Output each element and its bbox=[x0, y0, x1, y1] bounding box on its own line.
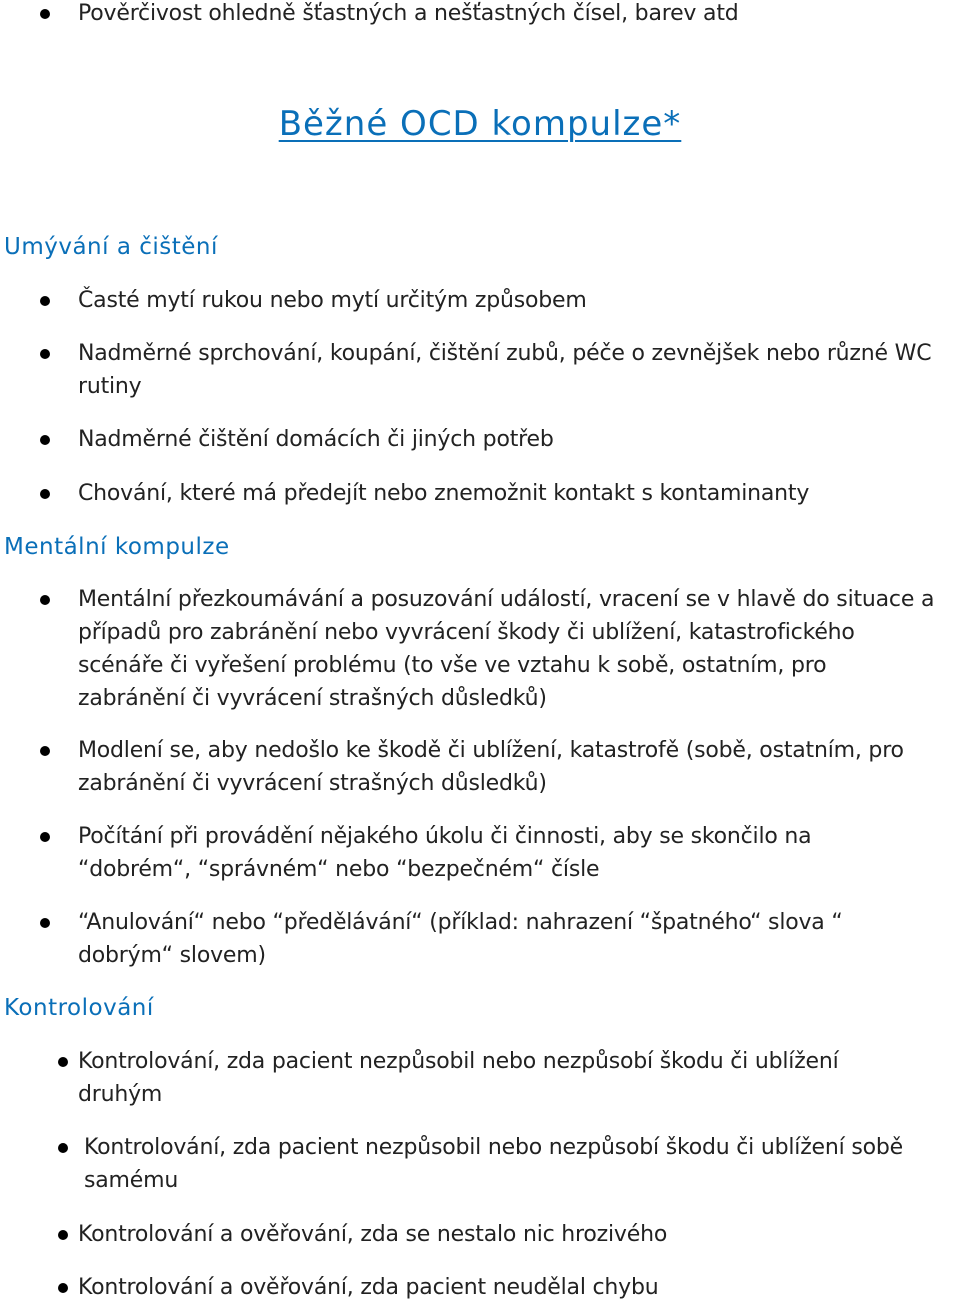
bullet-icon bbox=[40, 918, 50, 928]
section-heading-washing: Umývání a čištění bbox=[4, 234, 218, 260]
list-item-text: Kontrolování a ověřování, zda pacient neudělal chybu bbox=[78, 1275, 659, 1300]
list-item-text: “Anulování“ nebo “předělávání“ (příklad: nahrazení “špatného“ slova “ dobrým“ slovem) bbox=[78, 910, 843, 968]
list-item-text: Kontrolování, zda pacient nezpůsobil nebo nezpůsobí škodu či ublížení druhým bbox=[78, 1049, 839, 1107]
list-item bbox=[40, 906, 940, 972]
bullet-icon bbox=[40, 9, 50, 19]
bullet-icon bbox=[40, 489, 50, 499]
bullet-icon bbox=[58, 1230, 68, 1240]
list-item bbox=[58, 1271, 938, 1304]
list-item bbox=[40, 820, 920, 886]
list-item bbox=[40, 583, 940, 715]
list-item bbox=[58, 1131, 928, 1197]
list-item bbox=[40, 477, 940, 510]
list-item-text: Mentální přezkoumávání a posuzování událostí, vracení se v hlavě do situace a případů pro zabránění nebo vyvrácení škody či ublížení, katastrofického scénáře či vyřešení problému (to vše ve vztahu k sobě, ostatním, pro zabránění či vyvrácení strašných důsledků) bbox=[78, 587, 935, 711]
page-title bbox=[0, 102, 960, 146]
bullet-icon bbox=[40, 595, 50, 605]
section-heading-checking: Kontrolování bbox=[4, 995, 154, 1021]
list-item-text: Chování, které má předejít nebo znemožnit kontakt s kontaminanty bbox=[78, 481, 810, 506]
bullet-icon bbox=[40, 832, 50, 842]
bullet-icon bbox=[58, 1143, 68, 1153]
bullet-icon bbox=[58, 1057, 68, 1067]
section-heading-mental: Mentální kompulze bbox=[4, 534, 230, 560]
list-item-text: Kontrolování, zda pacient nezpůsobil nebo nezpůsobí škodu či ublížení sobě samému bbox=[84, 1135, 903, 1193]
list-item bbox=[40, 337, 958, 403]
list-item bbox=[58, 1218, 938, 1251]
list-item-text: Nadměrné sprchování, koupání, čištění zubů, péče o zevnějšek nebo různé WC rutiny bbox=[78, 341, 932, 399]
page-title-text: Běžné OCD kompulze* bbox=[278, 104, 682, 144]
bullet-icon bbox=[40, 435, 50, 445]
list-item bbox=[40, 0, 940, 30]
list-item bbox=[40, 734, 940, 800]
bullet-icon bbox=[58, 1283, 68, 1293]
list-item-text: Počítání při provádění nějakého úkolu či činnosti, aby se skončilo na “dobrém“, “správném“ nebo “bezpečném“ čísle bbox=[78, 824, 812, 882]
list-item bbox=[40, 284, 940, 317]
list-item bbox=[58, 1045, 928, 1111]
list-item bbox=[40, 423, 940, 456]
list-item-text: Nadměrné čištění domácích či jiných potřeb bbox=[78, 427, 554, 452]
list-item-text: Pověrčivost ohledně šťastných a nešťastných čísel, barev atd bbox=[78, 1, 739, 26]
list-item-text: Časté mytí rukou nebo mytí určitým způsobem bbox=[78, 288, 587, 313]
list-item-text: Modlení se, aby nedošlo ke škodě či ublížení, katastrofě (sobě, ostatním, pro zabránění či vyvrácení strašných důsledků) bbox=[78, 738, 904, 796]
bullet-icon bbox=[40, 746, 50, 756]
list-item-text: Kontrolování a ověřování, zda se nestalo nic hrozivého bbox=[78, 1222, 668, 1247]
bullet-icon bbox=[40, 349, 50, 359]
bullet-icon bbox=[40, 296, 50, 306]
